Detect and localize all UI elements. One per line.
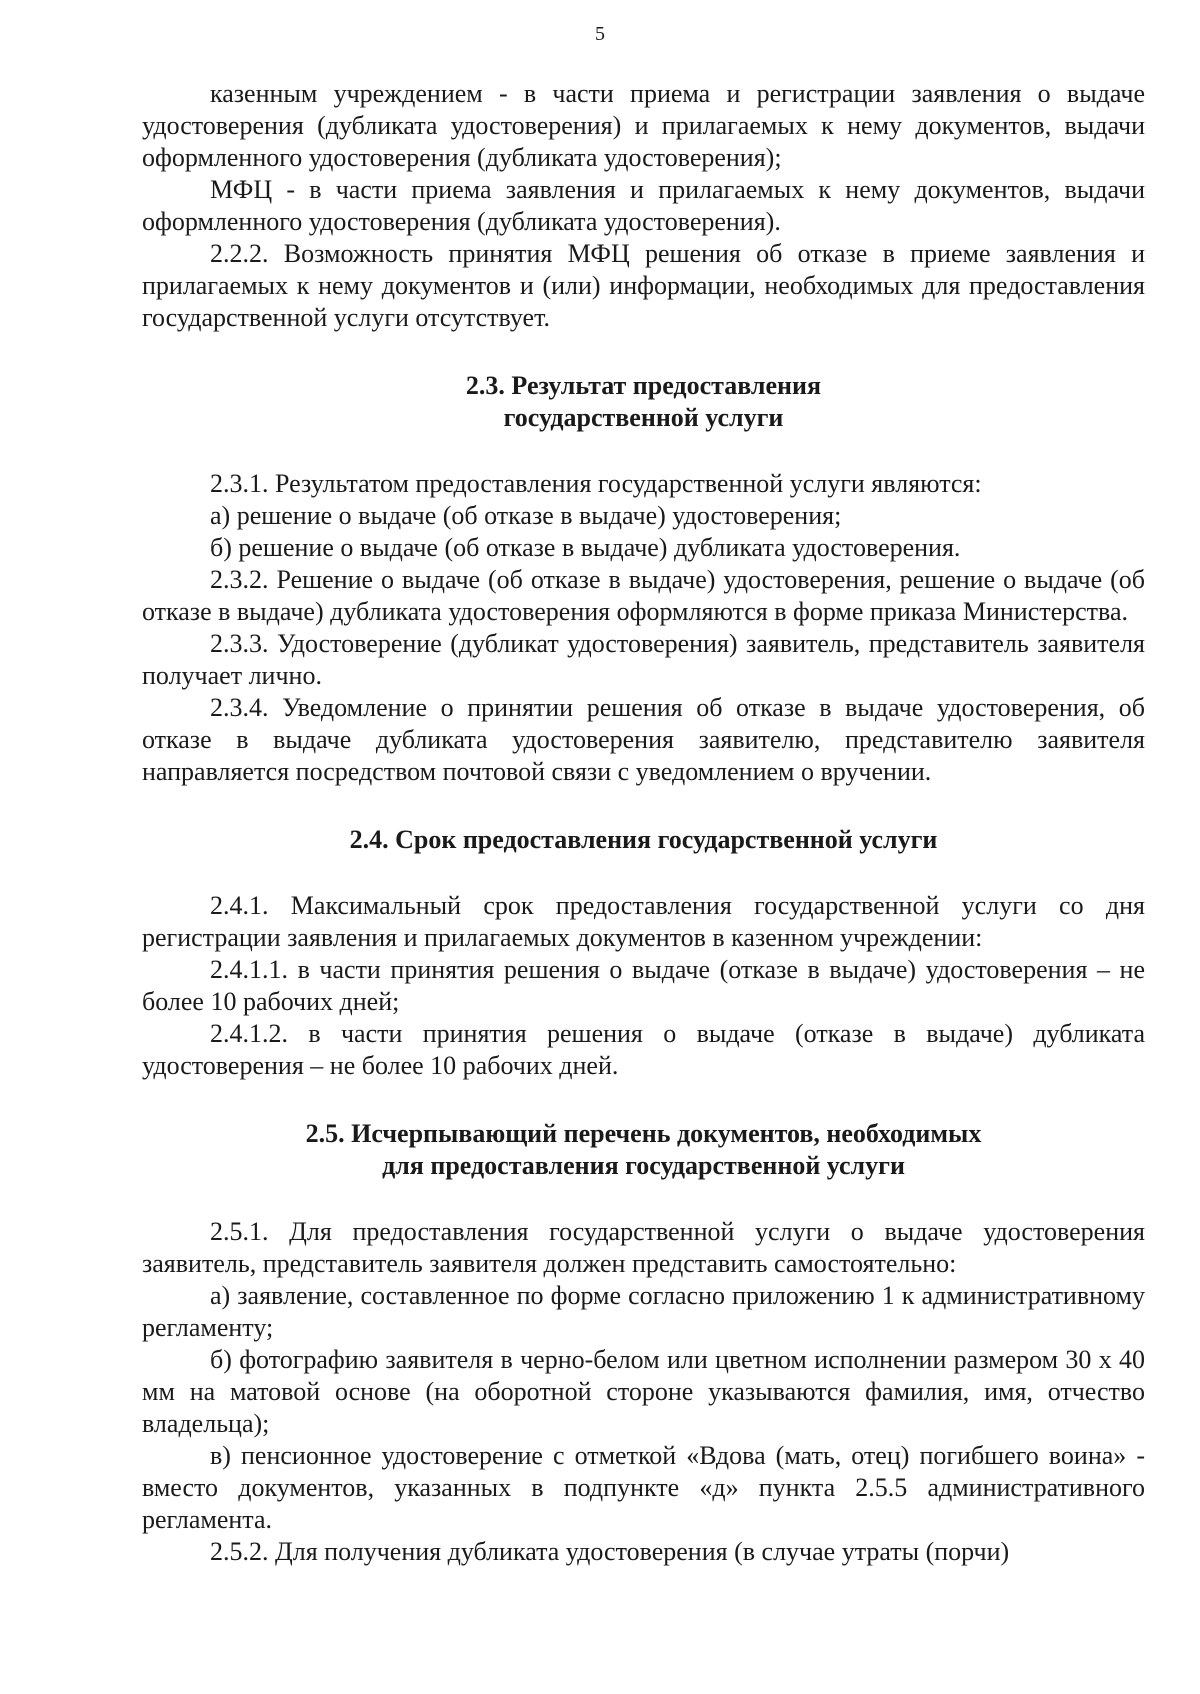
paragraph: б) решение о выдаче (об отказе в выдаче) дубликата удостоверения. [210, 533, 961, 562]
paragraph: а) решение о выдаче (об отказе в выдаче) удостоверения; [210, 501, 842, 530]
paragraph: 2.3.4. Уведомление о принятии решения об отказе в выдаче удостоверения, об отказе в выдаче дубликата удостоверения заявителю, представителю заявителя направляется посредством почтовой связи с уведомлением о вручении. [142, 693, 1145, 786]
paragraph: 2.5.1. Для предоставления государственной услуги о выдаче удостоверения заявитель, представитель заявителя должен представить самостоятельно: [142, 1217, 1145, 1278]
paragraph: 2.4.1.2. в части принятия решения о выдаче (отказе в выдаче) дубликата удостоверения – не более 10 рабочих дней. [142, 1019, 1145, 1080]
heading-line: государственной услуги [503, 403, 784, 432]
paragraph: казенным учреждением - в части приема и регистрации заявления о выдаче удостоверения (дубликата удостоверения) и прилагаемых к нему документов, выдачи оформленного удостоверения (дубликата удостоверения); [142, 79, 1145, 172]
section-heading-2-5 [142, 1118, 1145, 1182]
paragraph: 2.2.2. Возможность принятия МФЦ решения об отказе в приеме заявления и прилагаемых к нему документов и (или) информации, необходимых для предоставления государственной услуги отсутствует. [142, 239, 1145, 332]
paragraph: 2.3.2. Решение о выдаче (об отказе в выдаче) удостоверения, решение о выдаче (об отказе в выдаче) дубликата удостоверения оформляются в форме приказа Министерства. [142, 565, 1145, 626]
paragraph: МФЦ - в части приема заявления и прилагаемых к нему документов, выдачи оформленного удостоверения (дубликата удостоверения). [142, 175, 1145, 236]
section-heading-2-3 [142, 370, 1145, 434]
paragraph: 2.5.2. Для получения дубликата удостоверения (в случае утраты (порчи) [210, 1537, 1010, 1566]
page-number: 5 [595, 23, 605, 45]
paragraph: 2.4.1. Максимальный срок предоставления государственной услуги со дня регистрации заявления и прилагаемых документов в казенном учреждении: [142, 891, 1145, 952]
heading-line: 2.3. Результат предоставления [465, 371, 822, 400]
document-body [142, 78, 1145, 1568]
paragraph: б) фотографию заявителя в черно-белом или цветном исполнении размером 30 х 40 мм на матовой основе (на оборотной стороне указываются фамилия, имя, отчество владельца); [142, 1345, 1145, 1438]
paragraph: а) заявление, составленное по форме согласно приложению 1 к административному регламенту; [142, 1281, 1145, 1342]
paragraph: 2.3.1. Результатом предоставления государственной услуги являются: [210, 469, 982, 498]
paragraph: 2.4.1.1. в части принятия решения о выдаче (отказе в выдаче) удостоверения – не более 10 рабочих дней; [142, 955, 1145, 1016]
heading-line: 2.5. Исчерпывающий перечень документов, необходимых [305, 1119, 982, 1148]
paragraph: в) пенсионное удостоверение с отметкой «Вдова (мать, отец) погибшего воина» - вместо документов, указанных в подпункте «д» пункта 2.5.5 административного регламента. [142, 1441, 1145, 1534]
section-heading-2-4: 2.4. Срок предоставления государственной услуги [349, 825, 938, 854]
paragraph: 2.3.3. Удостоверение (дубликат удостоверения) заявитель, представитель заявителя получает лично. [142, 629, 1145, 690]
heading-line: для предоставления государственной услуги [382, 1151, 905, 1180]
